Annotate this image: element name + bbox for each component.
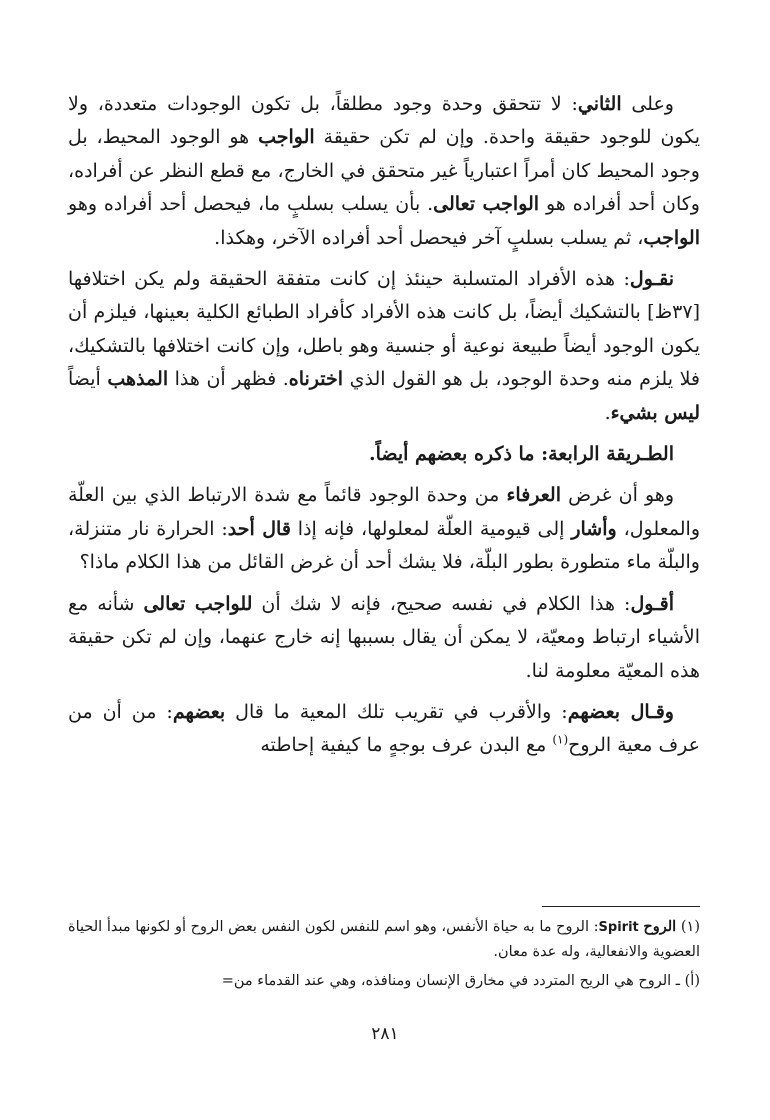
- bold-term: الواجب: [258, 126, 315, 149]
- paragraph: وعلى الثاني: لا تتحقق وحدة وجود مطلقاً، بل تكون الوجودات متعددة، ولا يكون للوجود حقيقة واحدة. وإن لم تكن حقيقة الواجب هو الوجود المحيط، بل وجود المحيط كان أمراً اعتبارياً غير متحقق في الخارج، مع قطع النظر عن أفراده، وكان أحد أفراده هو الواجب تعالى. بأن يسلب بسلبٍ ما، فيحصل أحد أفراده وهو الواجب، ثم يسلب بسلبٍ آخر فيحصل أحد أفراده الآخر، وهكذا.: [68, 93, 701, 249]
- paragraph: نقـول: هذه الأفراد المتسلبة حينئذ إن كانت متفقة الحقيقة ولم يكن اختلافها [٣٧ظ] بالتشكيك أيضاً، بل كانت هذه الأفراد كأفراد الطبائع الكلية بعينها، فيلزم أن يكون الوجود أيضاً طبيعة نوعية أو جنسية وهو باطل، وإن كانت اختلافها بالتشكيك، فلا يلزم منه وحدة الوجود، بل هو القول الذي اخترناه. فظهر أن هذا المذهب أيضاً ليس بشيء.: [68, 268, 700, 424]
- bold-term: الواجب: [643, 226, 700, 249]
- paragraph: وقـال بعضهم: والأقرب في تقريب تلك المعية ما قال بعضهم: من أن من عرف معية الروح$^{(١)}$ مع البدن عرف بوجهٍ ما كيفية إحاطته: [68, 700, 700, 757]
- bold-term: الروح: [643, 918, 677, 935]
- bold-term: اخترناه: [288, 368, 344, 391]
- bold-term: بعضهم: [172, 700, 226, 723]
- bold-term: المذهب: [107, 368, 169, 391]
- paragraph: [68, 438, 700, 471]
- footnote-separator: [542, 906, 700, 907]
- footnote: (١) الروح Spirit: الروح ما به حياة الأنفس، وهو اسم للنفس لكون النفس بعض الروح أو لكونها مبدأ الحياة العضوية والانفعالية، وله عدة معان.: [68, 918, 700, 960]
- main-text: [68, 88, 700, 771]
- bold-term: وأشار: [571, 517, 617, 540]
- bold-term: الواجب تعالى: [433, 193, 540, 216]
- footnote-marker: (١): [552, 732, 569, 747]
- bold-term: الطـريقة الرابعة: ما ذكره بعضهم أيضاً.: [368, 443, 674, 466]
- page-number: ٢٨١: [371, 1024, 399, 1044]
- paragraph: وهو أن غرض العرفاء من وحدة الوجود قائماً مع شدة الارتباط الذي بين العلّة والمعلول، وأشار إلى قيومية العلّة لمعلولها، فإنه إذا قال أحد: الحرارة نار متنزلة، والبلّة ماء متطورة بطور البلّة، فلا يشك أحد أن غرض القائل من هذا الكلام ماذا؟: [68, 484, 701, 574]
- bold-term: للواجب تعالى: [143, 592, 253, 615]
- bold-term: وقـال بعضهم: [567, 700, 674, 723]
- bold-term: نقـول: [629, 268, 674, 291]
- bold-term: ليس بشيء: [610, 401, 700, 424]
- english-term: Spirit: [598, 920, 639, 935]
- paragraph: أقـول: هذا الكلام في نفسه صحيح، فإنه لا شك أن للواجب تعالى شأنه مع الأشياء ارتباط ومعيّة، لا يمكن أن يقال بسببها إنه خارج عنهما، وإن لم تكن حقيقة هذه المعيّة معلومة لنا.: [68, 592, 700, 682]
- bold-term: أقـول: [630, 592, 674, 615]
- bold-term: قال أحد: [227, 517, 291, 540]
- footnote: (أ) ـ الروح هي الريح المتردد في مخارق الإنسان ومنافذه، وهي عند القدماء من=: [221, 973, 700, 989]
- bold-term: الثاني: [577, 93, 622, 115]
- footnotes: [68, 914, 700, 998]
- bold-term: العرفاء: [506, 484, 561, 507]
